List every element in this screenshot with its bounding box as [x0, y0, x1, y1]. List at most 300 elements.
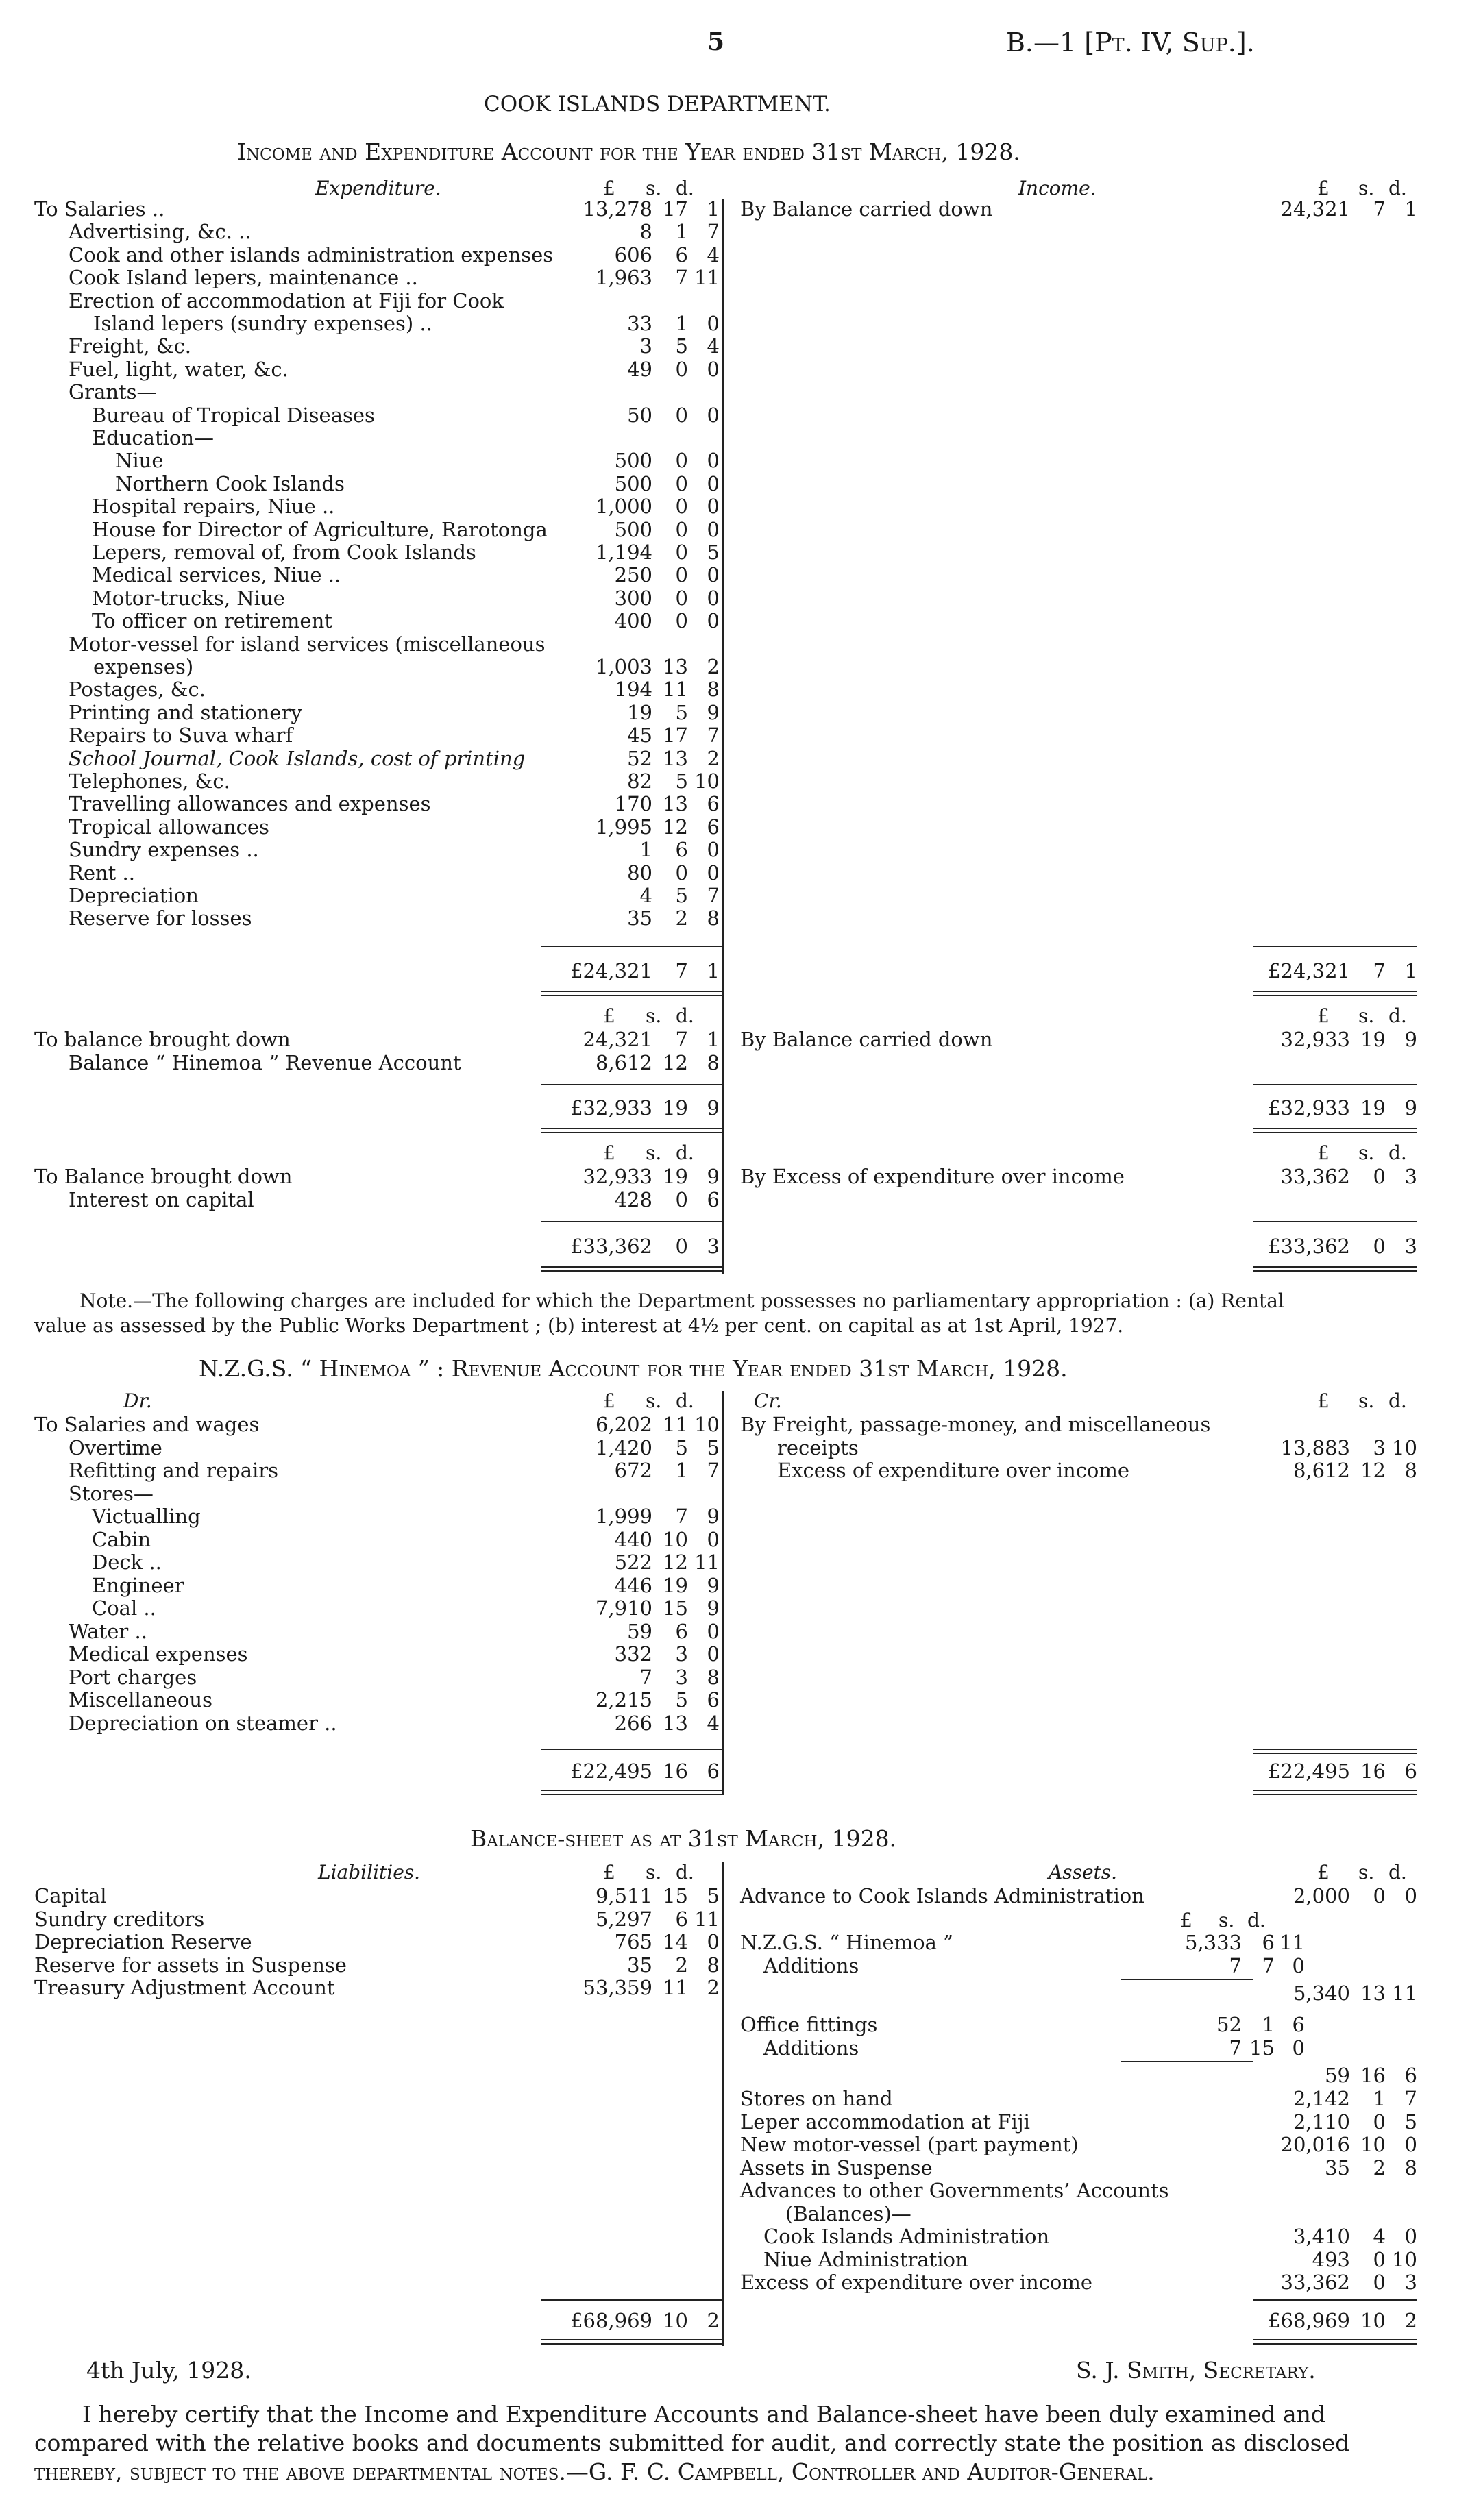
row-pounds: 1,999	[595, 1505, 652, 1528]
row-pounds: 2,000	[1293, 1884, 1350, 1907]
total-pounds: £33,362	[1268, 1235, 1350, 1258]
bs-rule	[541, 2299, 722, 2301]
row-pence: 2	[707, 1976, 720, 1999]
ledger-row	[34, 609, 721, 632]
row-shillings: 2	[675, 906, 688, 930]
row-pence: 1	[707, 197, 720, 221]
rev-col-s: s.	[646, 1389, 662, 1412]
row-label: Travelling allowances and expenses	[69, 792, 431, 816]
row-pounds: 3,410	[1293, 2225, 1350, 2248]
row-label: Erection of accommodation at Fiji for Cook	[69, 288, 504, 312]
rev-rule	[1253, 1790, 1417, 1791]
ledger-row	[34, 1953, 721, 1977]
ledger-row	[34, 1688, 721, 1712]
total-pounds: £22,495	[1268, 1759, 1350, 1783]
total-pence: 1	[707, 959, 720, 983]
ledger-row	[34, 1436, 721, 1459]
bs-col-s: s.	[646, 1861, 662, 1883]
row-pounds: 3	[639, 334, 652, 358]
row-label: Engineer	[92, 1573, 184, 1597]
row-shillings: 1	[1373, 2087, 1386, 2110]
row-shillings: 5	[675, 1435, 688, 1459]
total-pence: 1	[1404, 959, 1417, 983]
row-shillings: 1	[1262, 2013, 1275, 2036]
row-pounds: 266	[614, 1711, 652, 1735]
b2-col-s-r: s.	[1358, 1004, 1375, 1027]
sub-col-s: s.	[1219, 1909, 1235, 1931]
total-pence: 6	[707, 1759, 720, 1783]
row-pence: 10	[1392, 1435, 1417, 1459]
ledger-row	[34, 1976, 721, 1999]
row-pence: 7	[707, 220, 720, 244]
total-row	[1254, 1096, 1419, 1120]
ledger-row	[740, 2087, 1419, 2110]
ledger-row	[34, 632, 721, 656]
total-row	[1254, 959, 1419, 983]
ledger-row	[740, 1954, 1419, 1977]
total-pounds: £24,321	[1268, 959, 1350, 983]
row-label: Advances to other Governments’ Accounts	[740, 2179, 1169, 2202]
ie-rule	[541, 1266, 722, 1268]
total-pounds: £24,321	[570, 959, 652, 983]
ledger-row	[34, 449, 721, 472]
row-pence: 9	[707, 1596, 720, 1620]
ie-rule	[1253, 1221, 1417, 1222]
ledger-row	[34, 906, 721, 930]
row-shillings: 12	[663, 1551, 688, 1574]
row-pence: 11	[694, 266, 720, 290]
row-shillings: 6	[675, 838, 688, 862]
row-pounds: 7,910	[595, 1596, 652, 1620]
row-label: Cook Island lepers, maintenance ..	[69, 266, 418, 290]
row-label: Bureau of Tropical Diseases	[92, 403, 375, 427]
row-shillings: 3	[1373, 1435, 1386, 1459]
ledger-row	[34, 769, 721, 793]
row-shillings: 17	[663, 724, 688, 748]
ledger-row	[740, 2110, 1419, 2134]
bs-col-d-r: d.	[1388, 1861, 1407, 1883]
row-pence: 0	[707, 861, 720, 885]
row-pounds: 300	[614, 586, 652, 610]
row-label: N.Z.G.S. “ Hinemoa ”	[740, 1931, 953, 1954]
row-pence: 6	[707, 815, 720, 839]
ledger-row	[740, 2013, 1419, 2036]
row-label: (Balances)—	[785, 2201, 911, 2225]
row-shillings: 0	[1373, 1884, 1386, 1907]
row-label: Leper accommodation at Fiji	[740, 2110, 1030, 2134]
row-label: Repairs to Suva wharf	[69, 724, 293, 748]
row-label: Medical expenses	[69, 1642, 248, 1666]
row-label: New motor-vessel (part payment)	[740, 2133, 1079, 2156]
exp-col-d: d.	[676, 177, 694, 199]
row-pence: 4	[707, 1711, 720, 1735]
row-pence: 1	[707, 1028, 720, 1051]
row-shillings: 12	[1360, 1459, 1386, 1482]
sub-rule	[1121, 1979, 1253, 1980]
ledger-row	[34, 472, 721, 495]
ledger-row	[34, 1413, 721, 1436]
row-pence: 0	[1404, 2225, 1417, 2248]
bs-rule	[541, 2343, 722, 2345]
row-label: Port charges	[69, 1665, 197, 1689]
b3-col-s-r: s.	[1358, 1141, 1375, 1164]
row-pence: 0	[707, 449, 720, 473]
rev-rule	[541, 1790, 722, 1791]
ledger-row	[34, 1884, 721, 1907]
ledger-row	[34, 312, 721, 335]
ledger-row	[740, 2036, 1419, 2060]
bs-rule	[541, 2339, 722, 2340]
ledger-row	[34, 678, 721, 701]
b3-col-pound-r: £	[1317, 1141, 1330, 1164]
row-shillings: 0	[675, 495, 688, 519]
bs-rule	[1253, 2343, 1417, 2345]
total-row	[543, 959, 721, 983]
row-shillings: 2	[675, 1953, 688, 1977]
row-label: Sundry expenses ..	[69, 838, 259, 862]
ie-divider	[722, 199, 724, 1274]
row-label: House for Director of Agriculture, Rarotonga	[92, 517, 548, 541]
row-pounds: 52	[627, 746, 652, 770]
row-pence: 5	[707, 1884, 720, 1907]
row-shillings: 13	[1360, 1981, 1386, 2005]
sub-col-pound: £	[1180, 1909, 1192, 1931]
inc-col-s: s.	[1358, 177, 1375, 199]
row-pounds: 53,359	[583, 1976, 652, 1999]
row-shillings: 1	[675, 220, 688, 244]
row-label: Advance to Cook Islands Administration	[740, 1884, 1144, 1907]
row-shillings: 0	[675, 449, 688, 473]
row-shillings: 6	[675, 243, 688, 267]
row-label: Hospital repairs, Niue ..	[92, 495, 335, 519]
ledger-row	[34, 1482, 721, 1505]
row-label: Tropical allowances	[69, 815, 269, 839]
ledger-row	[740, 2064, 1419, 2087]
bs-col-pound-r: £	[1317, 1861, 1330, 1883]
row-pounds: 2,142	[1293, 2087, 1350, 2110]
ledger-row	[34, 380, 721, 404]
row-label: Stores—	[69, 1481, 154, 1505]
row-shillings: 19	[663, 1573, 688, 1597]
row-label: Overtime	[69, 1435, 162, 1459]
row-label: Deck ..	[92, 1551, 162, 1574]
row-pounds: 52	[1216, 2013, 1242, 2036]
row-label: Sundry creditors	[34, 1907, 205, 1931]
assets-heading: Assets.	[1049, 1861, 1118, 1883]
balance-sheet-title: Balance-sheet as at 31st March, 1928.	[470, 1825, 897, 1852]
row-pence: 7	[1404, 2087, 1417, 2110]
row-label: Additions	[763, 1954, 859, 1977]
row-pounds: 332	[614, 1642, 652, 1666]
row-pence: 8	[707, 1665, 720, 1689]
ledger-row	[34, 563, 721, 586]
row-pounds: 500	[614, 449, 652, 473]
total-pounds: £22,495	[570, 1759, 652, 1783]
bs-col-d: d.	[676, 1861, 694, 1883]
row-pence: 0	[707, 1527, 720, 1551]
row-label: Interest on capital	[69, 1188, 254, 1211]
row-pounds: 19	[627, 700, 652, 724]
total-shillings: 16	[663, 1759, 688, 1783]
row-pounds: 32,933	[583, 1165, 652, 1188]
ie-rule	[541, 946, 722, 947]
ie-rule	[1253, 946, 1417, 947]
row-pence: 10	[1392, 2247, 1417, 2271]
total-pence: 9	[1404, 1096, 1417, 1120]
row-shillings: 0	[675, 609, 688, 633]
certification-line-1: I hereby certify that the Income and Expenditure Accounts and Balance-sheet have been duly examined and	[82, 2401, 1326, 2428]
page-number: 5	[707, 27, 725, 56]
row-shillings: 5	[675, 884, 688, 907]
ledger-row	[34, 1528, 721, 1551]
row-label: Grants—	[69, 380, 157, 404]
row-shillings: 15	[1249, 2036, 1275, 2060]
total-pounds: £32,933	[570, 1096, 652, 1120]
row-pounds: 2,110	[1293, 2110, 1350, 2134]
row-pounds: 194	[614, 678, 652, 702]
ledger-row	[34, 266, 721, 289]
row-label: Additions	[763, 2036, 859, 2060]
rev-col-pound: £	[603, 1389, 615, 1412]
ie-title: Income and Expenditure Account for the Year ended 31st March, 1928.	[237, 138, 1020, 165]
row-shillings: 0	[675, 357, 688, 381]
row-pounds: 440	[614, 1527, 652, 1551]
row-label: To Salaries and wages	[34, 1413, 260, 1436]
row-shillings: 17	[663, 197, 688, 221]
row-pence: 0	[707, 471, 720, 495]
row-pounds: 33,362	[1280, 1165, 1350, 1188]
row-pence: 6	[707, 792, 720, 816]
row-pounds: 59	[1325, 2064, 1350, 2087]
ledger-row	[34, 884, 721, 907]
ledger-row	[34, 220, 721, 243]
row-pence: 8	[1404, 1459, 1417, 1482]
row-pounds: 45	[627, 724, 652, 748]
row-label: Motor-trucks, Niue	[92, 586, 285, 610]
row-pence: 0	[707, 1619, 720, 1643]
row-shillings: 2	[1373, 2155, 1386, 2179]
row-pounds: 493	[1312, 2247, 1350, 2271]
ledger-row	[34, 1620, 721, 1643]
row-pounds: 24,321	[583, 1028, 652, 1051]
ledger-row	[740, 1459, 1419, 1482]
row-shillings: 6	[675, 1619, 688, 1643]
row-pence: 5	[1404, 2110, 1417, 2134]
row-pence: 1	[1404, 197, 1417, 221]
total-shillings: 7	[1373, 959, 1386, 983]
rev-col-d-r: d.	[1388, 1389, 1407, 1412]
row-shillings: 7	[675, 1028, 688, 1051]
row-shillings: 6	[675, 1907, 688, 1931]
b3-col-pound: £	[603, 1141, 615, 1164]
row-label: By Excess of expenditure over income	[740, 1165, 1125, 1188]
row-shillings: 1	[675, 1459, 688, 1482]
ledger-row	[740, 1884, 1419, 1907]
total-row	[1254, 2309, 1419, 2332]
row-label: To Salaries ..	[34, 197, 165, 221]
row-shillings: 7	[1373, 197, 1386, 221]
row-pounds: 1,995	[595, 815, 652, 839]
b3-col-d-r: d.	[1388, 1141, 1407, 1164]
ledger-row	[34, 495, 721, 518]
bs-rule	[1253, 2299, 1417, 2301]
b2-col-d: d.	[676, 1004, 694, 1027]
ledger-row	[34, 861, 721, 885]
row-pence: 0	[707, 1642, 720, 1666]
ledger-row	[740, 2202, 1419, 2225]
row-pounds: 8,612	[1293, 1459, 1350, 1482]
ledger-row	[34, 334, 721, 358]
ledger-row	[34, 701, 721, 724]
rev-rule	[541, 1794, 722, 1795]
row-pence: 10	[694, 1413, 720, 1436]
row-pounds: 1,194	[595, 541, 652, 564]
row-label: Capital	[34, 1884, 107, 1907]
ledger-row	[34, 747, 721, 770]
rev-rule	[1253, 1749, 1417, 1750]
row-label: Depreciation on steamer ..	[69, 1711, 337, 1735]
row-shillings: 12	[663, 1051, 688, 1074]
total-shillings: 0	[675, 1235, 688, 1258]
total-row	[543, 2309, 721, 2332]
row-label: Stores on hand	[740, 2087, 893, 2110]
row-label: Coal ..	[92, 1596, 156, 1620]
row-shillings: 0	[675, 541, 688, 564]
row-label: Cook Islands Administration	[763, 2225, 1050, 2248]
row-label: Lepers, removal of, from Cook Islands	[92, 541, 476, 564]
row-shillings: 3	[675, 1642, 688, 1666]
row-pounds: 522	[614, 1551, 652, 1574]
row-label: Excess of expenditure over income	[777, 1459, 1130, 1482]
row-label: Motor-vessel for island services (miscellaneous	[69, 632, 546, 656]
row-shillings: 0	[1373, 2247, 1386, 2271]
ledger-row	[740, 2179, 1419, 2202]
note-line-1: Note.—The following charges are included for which the Department possesses no parliamentary appropriation : (a) Rental	[79, 1289, 1284, 1312]
total-pounds: £68,969	[570, 2309, 652, 2332]
rev-col-pound-r: £	[1317, 1389, 1330, 1412]
total-shillings: 10	[663, 2309, 688, 2332]
department-title: COOK ISLANDS DEPARTMENT.	[484, 92, 831, 116]
row-pence: 5	[707, 541, 720, 564]
row-label: Miscellaneous	[69, 1688, 212, 1712]
ledger-row	[740, 197, 1419, 221]
row-label: Cook and other islands administration expenses	[69, 243, 554, 267]
ledger-row	[740, 1931, 1419, 1954]
exp-col-s: s.	[646, 177, 662, 199]
bs-rule	[1253, 2339, 1417, 2340]
row-label: To Balance brought down	[34, 1165, 293, 1188]
ie-rule	[541, 991, 722, 992]
row-shillings: 0	[675, 471, 688, 495]
row-shillings: 7	[1262, 1954, 1275, 1977]
ledger-row	[34, 1930, 721, 1953]
row-label: Education—	[92, 426, 215, 449]
row-label: expenses)	[93, 655, 194, 678]
row-label: Cabin	[92, 1527, 151, 1551]
row-pence: 3	[1404, 2271, 1417, 2294]
total-row	[543, 1096, 721, 1120]
ledger-row	[34, 1165, 721, 1188]
ie-rule	[541, 1132, 722, 1133]
total-pounds: £32,933	[1268, 1096, 1350, 1120]
ledger-row	[34, 1907, 721, 1931]
row-pounds: 1,963	[595, 266, 652, 290]
ledger-row	[34, 724, 721, 747]
ledger-row	[34, 1505, 721, 1528]
total-row	[1254, 1759, 1419, 1783]
row-label: Medical services, Niue ..	[92, 563, 341, 587]
row-shillings: 15	[663, 1884, 688, 1907]
ledger-row	[740, 1436, 1419, 1459]
row-shillings: 1	[675, 312, 688, 335]
row-pence: 0	[1292, 1954, 1305, 1977]
total-pence: 2	[1404, 2309, 1417, 2332]
row-label: Treasury Adjustment Account	[34, 1976, 335, 1999]
ledger-row	[740, 2156, 1419, 2179]
ledger-row	[740, 1413, 1419, 1436]
ie-rule	[1253, 995, 1417, 996]
ie-rule	[541, 1128, 722, 1129]
ledger-row	[34, 1642, 721, 1666]
row-pence: 11	[1280, 1931, 1305, 1954]
ie-rule	[541, 995, 722, 996]
row-shillings: 6	[1262, 1931, 1275, 1954]
total-pounds: £33,362	[570, 1235, 652, 1258]
ledger-row	[34, 1459, 721, 1482]
total-pence: 6	[1404, 1759, 1417, 1783]
row-pence: 0	[1404, 2133, 1417, 2156]
row-pounds: 606	[614, 243, 652, 267]
ie-rule	[1253, 991, 1417, 992]
row-pence: 4	[707, 334, 720, 358]
ledger-row	[34, 404, 721, 427]
row-pence: 5	[707, 1435, 720, 1459]
row-pounds: 59	[627, 1619, 652, 1643]
ledger-row	[740, 2248, 1419, 2271]
row-label: Northern Cook Islands	[115, 471, 345, 495]
row-pence: 8	[707, 1953, 720, 1977]
row-pounds: 24,321	[1280, 197, 1350, 221]
row-pounds: 8,612	[595, 1051, 652, 1074]
row-pence: 9	[707, 1505, 720, 1528]
row-label: Telephones, &c.	[69, 769, 230, 793]
row-pounds: 5,333	[1184, 1931, 1242, 1954]
row-pounds: 765	[614, 1930, 652, 1953]
row-label: Niue	[115, 449, 164, 473]
row-pounds: 33	[627, 312, 652, 335]
total-shillings: 0	[1373, 1235, 1386, 1258]
total-pence: 9	[707, 1096, 720, 1120]
row-label: Reserve for assets in Suspense	[34, 1953, 347, 1977]
row-shillings: 0	[675, 1188, 688, 1211]
ledger-row	[740, 2271, 1419, 2294]
ledger-row	[34, 655, 721, 678]
ledger-row	[34, 1596, 721, 1620]
total-shillings: 19	[1360, 1096, 1386, 1120]
ledger-row	[34, 197, 721, 221]
row-pence: 8	[707, 678, 720, 702]
ledger-row	[34, 243, 721, 267]
row-shillings: 15	[663, 1596, 688, 1620]
ie-rule	[1253, 1128, 1417, 1129]
ledger-row	[34, 1028, 721, 1051]
bs-divider	[722, 1862, 724, 2346]
row-pounds: 672	[614, 1459, 652, 1482]
row-pounds: 13,278	[583, 197, 652, 221]
row-shillings: 0	[675, 517, 688, 541]
row-pounds: 33,362	[1280, 2271, 1350, 2294]
ledger-row	[740, 2133, 1419, 2156]
